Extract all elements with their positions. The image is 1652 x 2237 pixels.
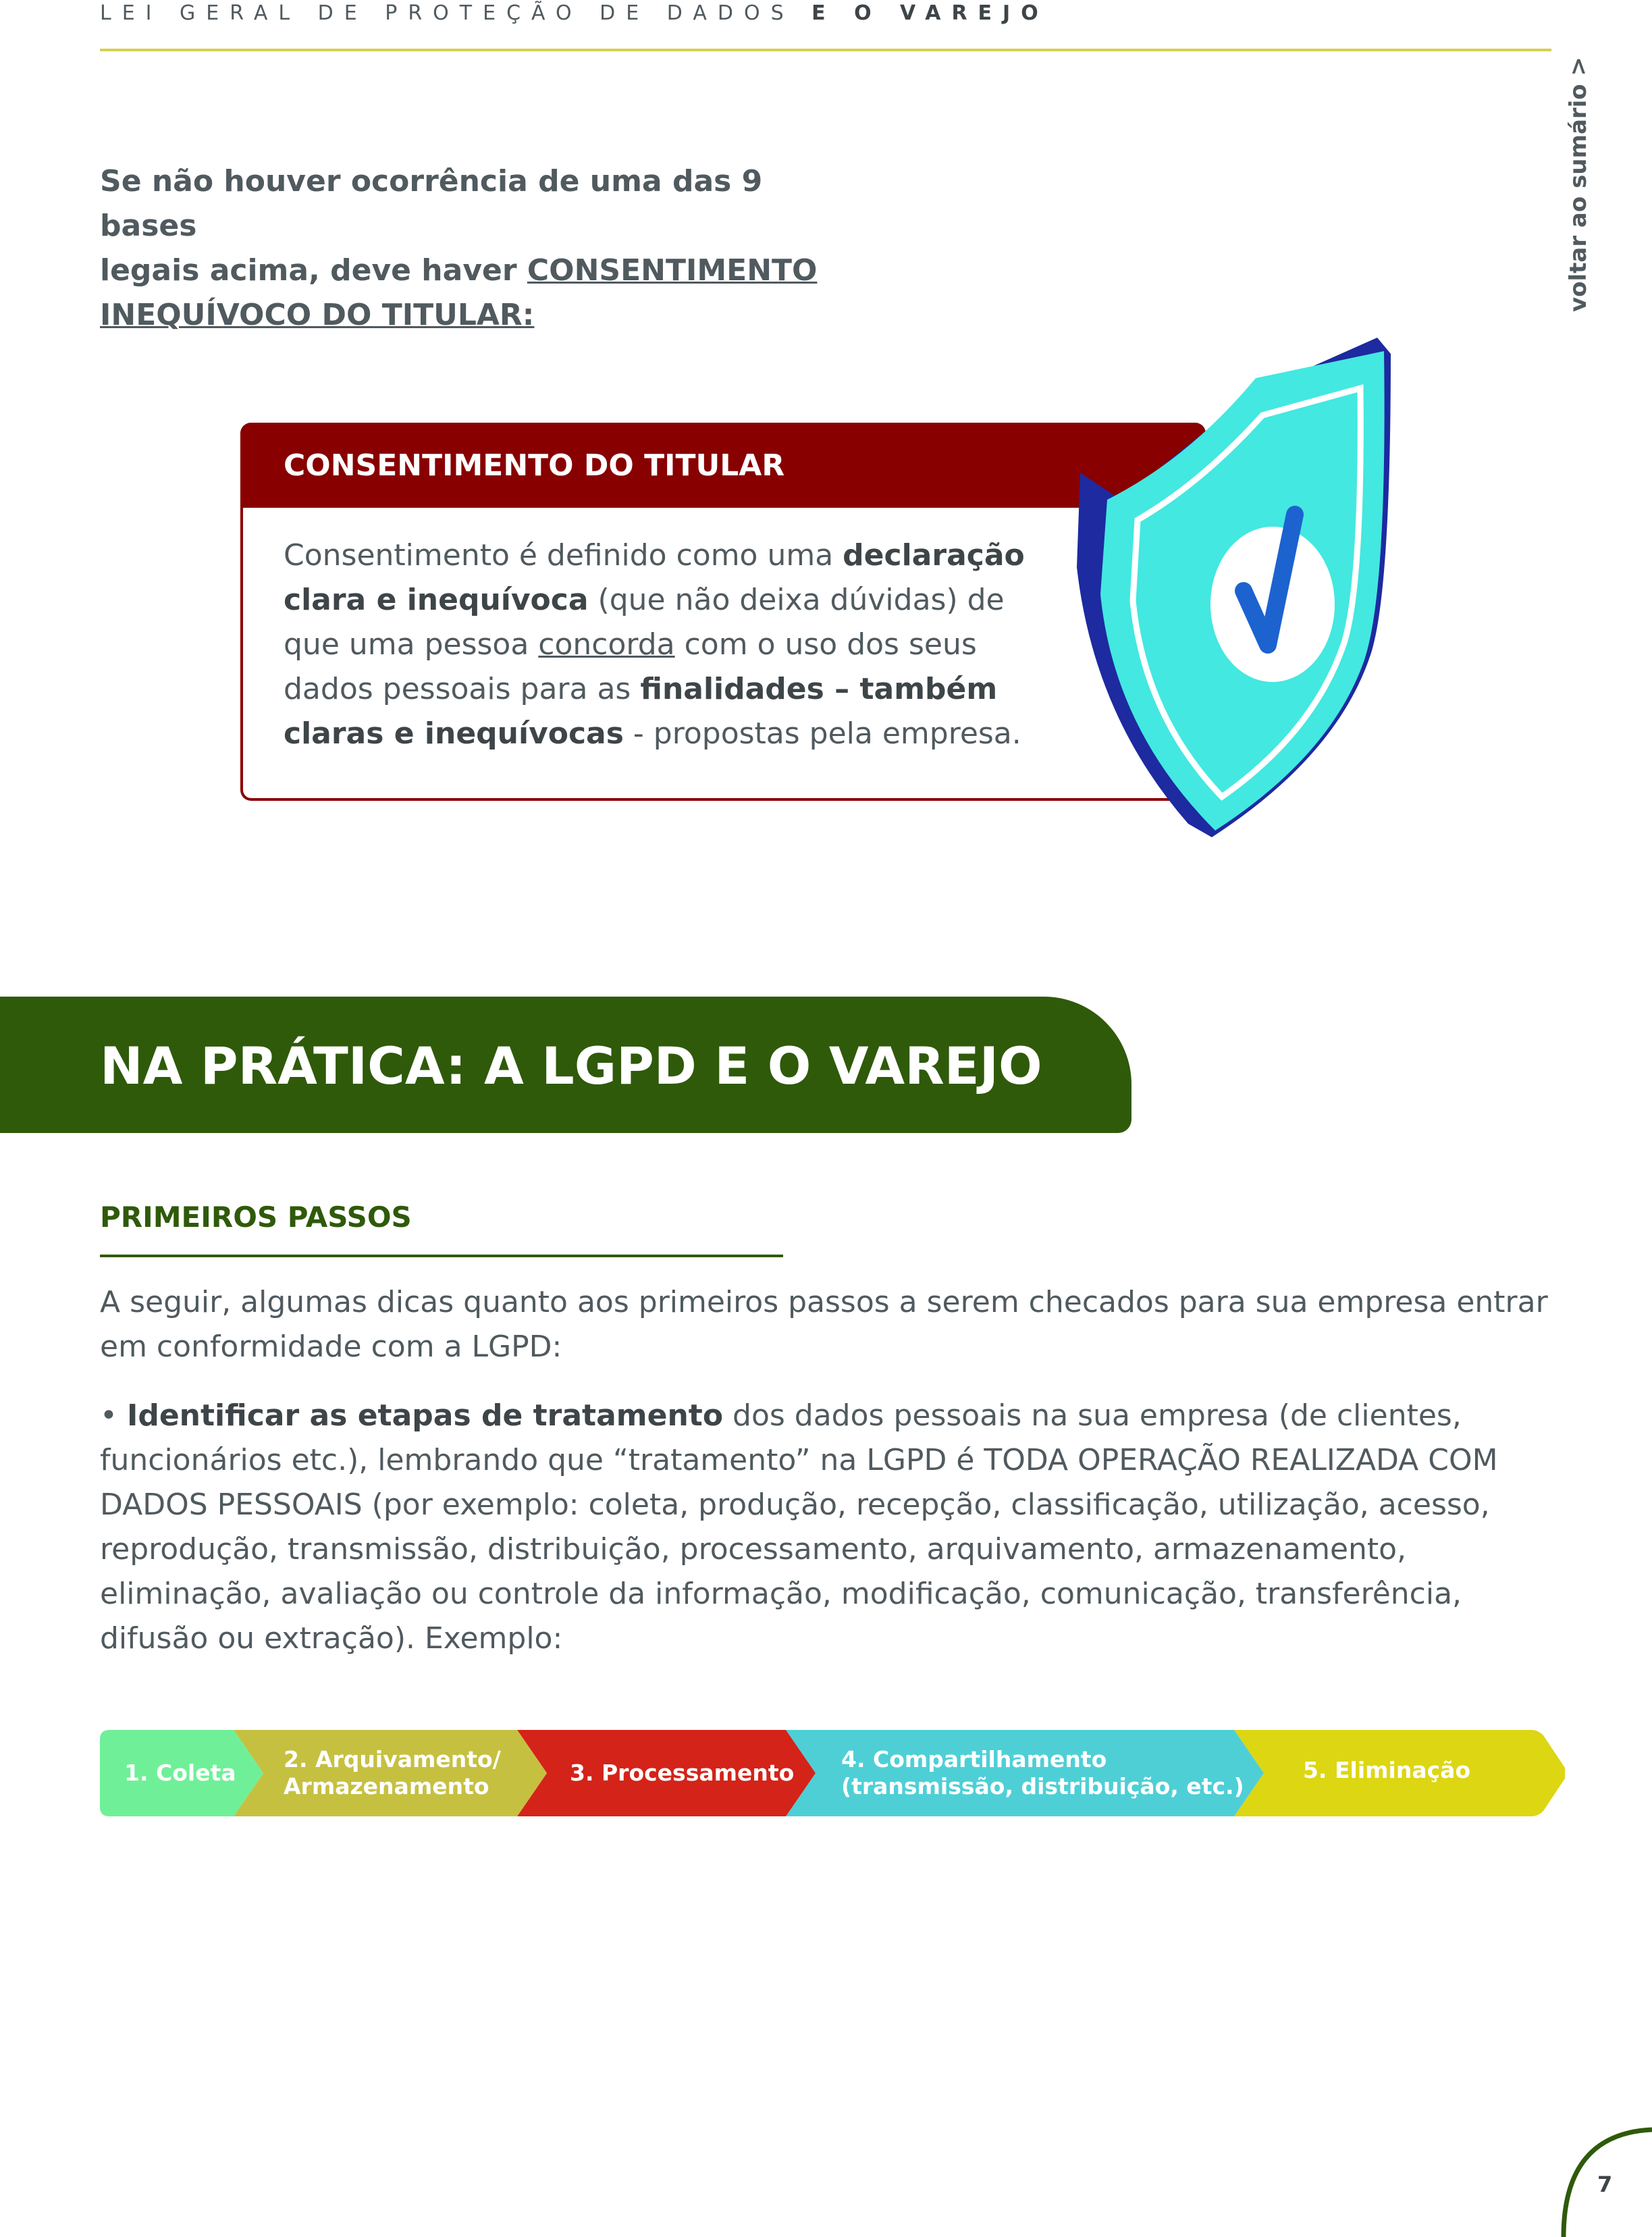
- step-4-label: [841, 1746, 1244, 1800]
- step-4-line-2: (transmissão, distribuição, etc.): [841, 1773, 1244, 1799]
- step-3-label: [570, 1760, 794, 1787]
- header-title-bold: E O VAREJO: [811, 1, 1049, 25]
- step-5-label: [1303, 1757, 1470, 1784]
- intro-paragraph: A seguir, algumas dicas quanto aos primeiros passos a serem checados para sua empresa entrar em conformidade com a LGPD:: [100, 1285, 1548, 1364]
- header-title-regular: LEI GERAL DE PROTEÇÃO DE DADOS: [100, 1, 795, 25]
- consent-card-title: CONSENTIMENTO DO TITULAR: [284, 448, 785, 483]
- intro-line-3: INEQUÍVOCO DO TITULAR:: [100, 298, 535, 332]
- section-subtitle: PRIMEIROS PASSOS: [100, 1201, 412, 1234]
- consent-text-4: concorda: [538, 627, 675, 662]
- step-3-text: 3. Processamento: [570, 1760, 795, 1786]
- intro-text: [100, 159, 843, 338]
- consent-card-body: [284, 533, 1046, 756]
- page-number: 7: [1597, 2172, 1613, 2197]
- header-divider: [100, 49, 1551, 51]
- bullet-paragraph: [100, 1394, 1551, 1661]
- bullet-marker: •: [100, 1398, 127, 1433]
- document-header: [100, 1, 1049, 25]
- intro-line-1: Se não houver ocorrência de uma das 9 bases: [100, 164, 763, 243]
- bullet-bold-text: Identificar as etapas de tratamento: [126, 1398, 724, 1433]
- subtitle-underline: [100, 1255, 783, 1257]
- intro-line-2b: CONSENTIMENTO: [527, 253, 818, 288]
- step-2-line-1: 2. Arquivamento/: [284, 1746, 501, 1772]
- bullet-text: dos dados pessoais na sua empresa (de clientes, funcionários etc.), lembrando que “tratamento” na LGPD é TODA OPERAÇÃO REALIZADA COM DADOS PESSOAIS (por exemplo: coleta, produção, recepção, classificação, utilização, acesso, reprodução, transmissão, distribuição, processamento, arquivamento, armazenamento, eliminação, avaliação ou controle da informação, modificação, comunicação, transferência, difusão ou extração). Exemplo:: [100, 1398, 1498, 1656]
- consent-text-7: - propostas pela empresa.: [623, 716, 1021, 751]
- back-to-summary-link[interactable]: voltar ao sumário >: [1565, 57, 1592, 313]
- step-2-label: [284, 1746, 501, 1800]
- step-1-label: [124, 1760, 236, 1787]
- step-5-text: 5. Eliminação: [1303, 1757, 1471, 1783]
- step-1-text: 1. Coleta: [124, 1760, 236, 1786]
- consent-text-5: com o uso dos seus dados pessoais para as: [284, 627, 977, 706]
- consent-text-2: declaração clara e inequívoca: [284, 538, 1025, 617]
- consent-text-3: (que não deixa dúvidas) de que uma pessoa: [284, 583, 1005, 662]
- step-2-line-2: Armazenamento: [284, 1773, 489, 1799]
- section-banner-title: NA PRÁTICA: A LGPD E O VAREJO: [100, 1036, 1042, 1096]
- intro-line-2a: legais acima, deve haver: [100, 253, 527, 288]
- step-4-line-1: 4. Compartilhamento: [841, 1746, 1107, 1772]
- consent-text-1: Consentimento é definido como uma: [284, 538, 843, 573]
- consent-text-6: finalidades – também claras e inequívocas: [284, 672, 998, 751]
- shield-check-icon: [1053, 338, 1404, 837]
